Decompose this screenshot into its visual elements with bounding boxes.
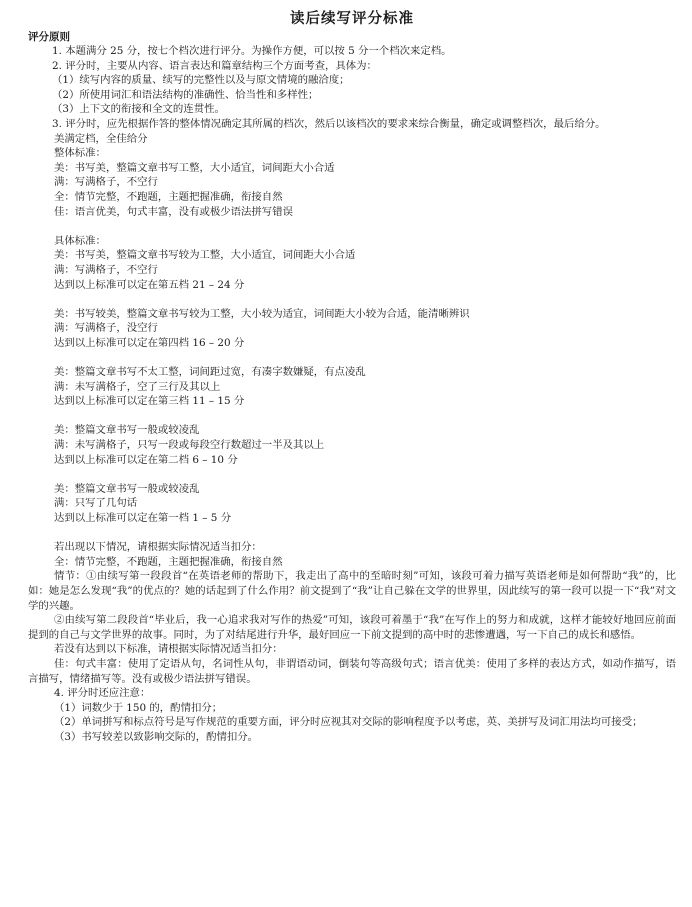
overall-item: 全：情节完整，不跑题，主题把握准确，衔接自然 <box>54 190 283 203</box>
overall-item: 佳：语言优美，句式丰富，没有或极少语法拼写错误 <box>54 205 293 218</box>
principle-1: 1. 本题满分 25 分，按七个档次进行评分。为操作方便，可以按 5 分一个档次来定档。 <box>52 45 452 57</box>
tier-5-line: 美：书写美，整篇文章书写较为工整，大小适宜，词间距大小合适 <box>54 249 356 262</box>
tier-2-line: 美：整篇文章书写一般或较凌乱 <box>54 424 200 437</box>
plot-guidance-2: ②由续写第二段段首“毕业后，我一心追求我对写作的热爱”可知，该段可着墨于“我”在写作上的努力和成就，这样才能较好地回应前面提到的自己与文学世界的故事。同时，为了对结尾进行升华，最好回应一下前文提到的高中时的悲惨遭遇，写一下自己的成长和感悟。 <box>28 614 676 641</box>
tier-3-score: 达到以上标准可以定在第三档 11 – 15 分 <box>54 395 245 408</box>
note-item-2: （2）单词拼写和标点符号是写作规范的重要方面，评分时应视其对交际的影响程度予以考虑，英、美拼写及词汇用法均可接受； <box>54 716 643 729</box>
tier-1-line: 满：只写了几句话 <box>54 497 138 510</box>
tier-3-line: 美：整篇文章书写不太工整，词间距过宽，有凑字数嫌疑，有点凌乱 <box>54 366 366 379</box>
notes-heading: 4. 评分时还应注意： <box>54 687 151 700</box>
deduction-intro-2: 若没有达到以下标准，请根据实际情况适当扣分： <box>54 643 283 656</box>
deduction-intro: 若出现以下情况，请根据实际情况适当扣分： <box>54 541 262 554</box>
tier-4-line: 美：书写较美，整篇文章书写较为工整，大小较为适宜，词间距大小较为合适，能清晰辨识 <box>54 307 470 320</box>
language-guidance: 佳：句式丰富：使用了定语从句，名词性从句，非谓语动词，倒装句等高级句式；语言优美：使用了多样的表达方式，如动作描写，语言描写，情绪描写等。没有或极少语法拼写错误。 <box>28 657 676 685</box>
principle-2: 2. 评分时，主要从内容、语言表达和篇章结构三个方面考查，具体为： <box>52 59 377 72</box>
deduction-full-line: 全：情节完整，不跑题，主题把握准确，衔接自然 <box>54 555 283 568</box>
tier-4-line: 满：写满格子，没空行 <box>54 322 158 335</box>
plot-guidance-1: 情节：①由续写第一段段首“在英语老师的帮助下，我走出了高中的至暗时刻”可知，该段可着力描写英语老师是如何帮助“我”的，比如：她是怎么发现“我”的优点的？她的话起到了什么作用？前文提到了“我”让自己躲在文学的世界里，因此续写的第一段可以提一下“我”对文学的兴趣。 <box>28 570 676 612</box>
overall-item: 美：书写美，整篇文章书写工整，大小适宜，词间距大小合适 <box>54 161 335 174</box>
tier-1-score: 达到以上标准可以定在第一档 1 – 5 分 <box>54 512 232 524</box>
full-marks-intro: 美满定档，全佳给分 <box>54 132 148 145</box>
tier-5-line: 满：写满格子，不空行 <box>54 263 158 276</box>
tier-2-score: 达到以上标准可以定在第二档 6 – 10 分 <box>54 453 238 466</box>
document-title: 读后续写评分标准 <box>290 11 414 27</box>
overall-heading: 整体标准： <box>54 147 106 160</box>
principle-2-item-1: （1）续写内容的质量、续写的完整性以及与原文情境的融洽度； <box>52 74 350 87</box>
tier-2-line: 满：未写满格子，只写一段或每段空行数超过一半及其以上 <box>54 439 325 452</box>
tier-4-score: 达到以上标准可以定在第四档 16 – 20 分 <box>54 336 245 349</box>
tier-5-score: 达到以上标准可以定在第五档 21 – 24 分 <box>54 278 245 291</box>
overall-item: 满：写满格子，不空行 <box>54 176 158 189</box>
principle-2-item-2: （2）所使用词汇和语法结构的准确性、恰当性和多样性； <box>52 88 319 101</box>
specific-heading: 具体标准： <box>54 234 106 247</box>
section-heading-principles: 评分原则 <box>28 31 70 43</box>
tier-1-line: 美：整篇文章书写一般或较凌乱 <box>54 482 200 495</box>
note-item-3: （3）书写较差以致影响交际的，酌情扣分。 <box>54 730 259 743</box>
note-item-1: （1）词数少于 150 的，酌情扣分； <box>54 701 223 714</box>
principle-3: 3. 评分时，应先根据作答的整体情况确定其所属的档次，然后以该档次的要求来综合衡量，确定或调整档次，最后给分。 <box>52 117 606 130</box>
tier-3-line: 满：未写满格子，空了三行及其以上 <box>54 380 221 393</box>
principle-2-item-3: （3）上下文的衔接和全文的连贯性。 <box>52 103 225 116</box>
